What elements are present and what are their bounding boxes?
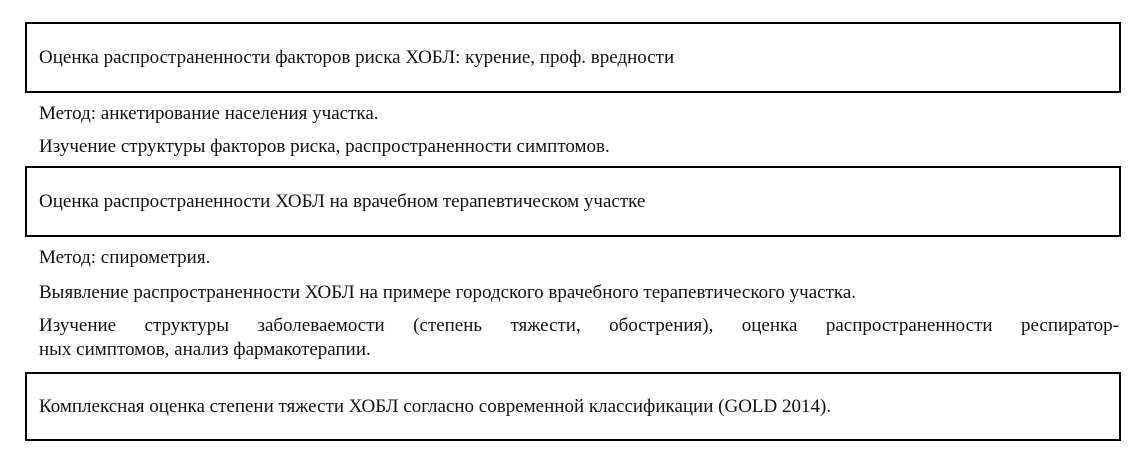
section2-study-line-2: ных симптомов, анализ фармакотерапии. (39, 339, 371, 360)
section2-box-title: Оценка распространенности ХОБЛ на врачебном терапевтическом участке (39, 190, 646, 212)
section2-detection-text: Выявление распространенности ХОБЛ на примере городского врачебного терапевтического участка. (39, 282, 856, 303)
section3-box-title: Комплексная оценка степени тяжести ХОБЛ согласно современной классификации (GOLD 2014). (39, 395, 832, 417)
section3-box (25, 372, 1121, 441)
section1-box (25, 22, 1121, 93)
section2-box (25, 166, 1121, 237)
section1-method-text: Метод: анкетирование населения участка. (39, 103, 379, 124)
section2-study-paragraph (39, 314, 1129, 362)
section1-study-text: Изучение структуры факторов риска, распространенности симптомов. (39, 136, 610, 157)
section1-box-title: Оценка распространенности факторов риска ХОБЛ: курение, проф. вредности (39, 46, 675, 68)
section2-method-text: Метод: спирометрия. (39, 247, 211, 268)
section2-study-line-1: Изучение структуры заболеваемости (степень тяжести, обострения), оценка распространенности респиратор- (39, 315, 1119, 336)
